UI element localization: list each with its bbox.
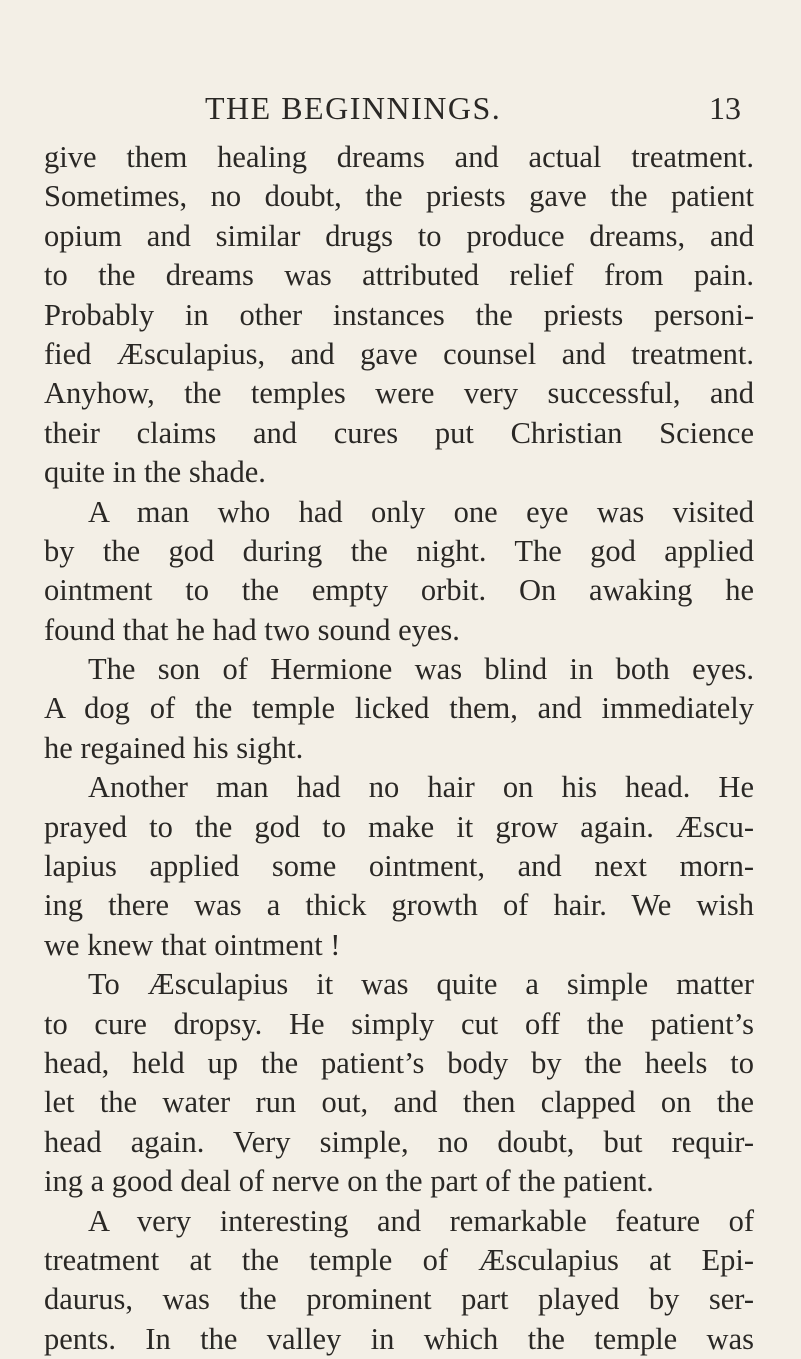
text-line: A man who had only one eye was visited	[88, 494, 754, 529]
text-line: pents. In the valley in which the temple was	[44, 1321, 754, 1356]
text-line: Sometimes, no doubt, the priests gave the patient	[44, 179, 754, 214]
text-line: found that he had two sound eyes.	[44, 612, 460, 647]
text-line: Anyhow, the temples were very successful, and	[44, 376, 754, 411]
text-line: ointment to the empty orbit. On awaking he	[44, 573, 754, 608]
text-line: ing a good deal of nerve on the part of the patient.	[44, 1164, 654, 1199]
text-line: prayed to the god to make it grow again. Æscu-	[44, 809, 754, 844]
text-line: give them healing dreams and actual treatment.	[44, 140, 754, 174]
text-line: lapius applied some ointment, and next morn-	[44, 849, 754, 884]
text-line: Probably in other instances the priests personi-	[44, 297, 754, 332]
text-line: daurus, was the prominent part played by ser-	[44, 1282, 754, 1317]
text-line: to cure dropsy. He simply cut off the patient’s	[44, 1006, 754, 1041]
text-line: A dog of the temple licked them, and immediately	[44, 691, 754, 726]
text-line: to the dreams was attributed relief from pain.	[44, 258, 754, 293]
body-text	[44, 138, 754, 1359]
text-line: opium and similar drugs to produce dreams, and	[44, 218, 754, 253]
text-line: ing there was a thick growth of hair. We wish	[44, 888, 754, 923]
running-title: THE BEGINNINGS.	[205, 90, 502, 126]
text-line: let the water run out, and then clapped on the	[44, 1085, 754, 1120]
text-line: head, held up the patient’s body by the heels to	[44, 1045, 754, 1080]
text-line: The son of Hermione was blind in both eyes.	[88, 652, 754, 687]
page-header	[0, 86, 801, 130]
text-line: A very interesting and remarkable feature of	[88, 1203, 754, 1238]
text-line: Another man had no hair on his head. He	[88, 770, 754, 805]
text-line: fied Æsculapius, and gave counsel and treatment.	[44, 336, 754, 371]
text-line: To Æsculapius it was quite a simple matter	[88, 967, 754, 1002]
text-line: we knew that ointment !	[44, 927, 341, 962]
text-line: by the god during the night. The god applied	[44, 533, 754, 568]
text-line: treatment at the temple of Æsculapius at Epi-	[44, 1242, 754, 1277]
text-line: their claims and cures put Christian Science	[44, 415, 754, 450]
text-line: quite in the shade.	[44, 455, 266, 490]
page-number: 13	[709, 90, 741, 126]
text-line: head again. Very simple, no doubt, but requir-	[44, 1124, 754, 1159]
text-line: he regained his sight.	[44, 730, 304, 765]
